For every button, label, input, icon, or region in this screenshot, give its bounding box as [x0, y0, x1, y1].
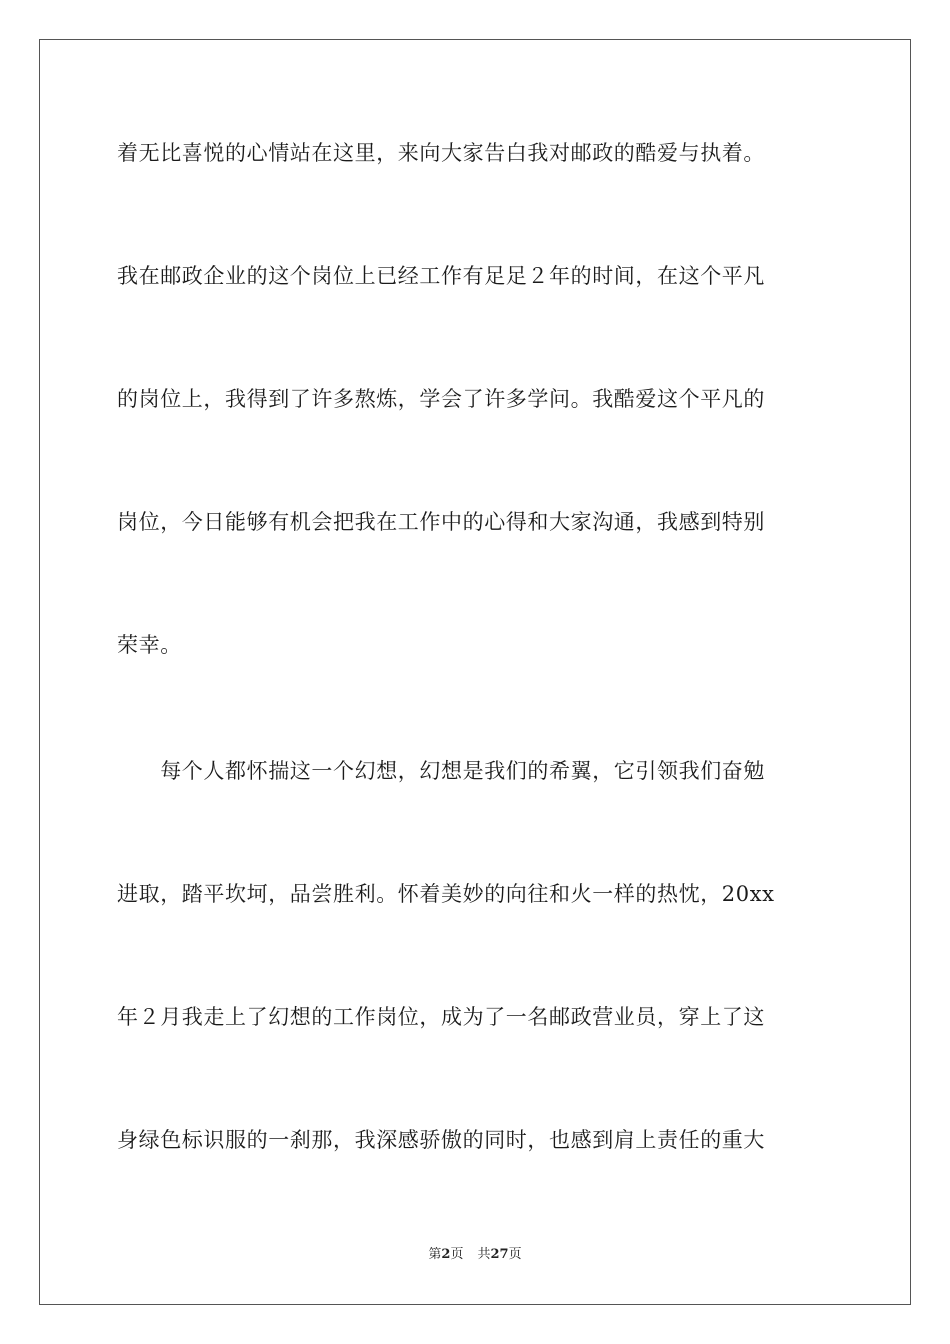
body-line-1: 着无比喜悦的心情站在这里，来向大家告白我对邮政的酷爱与执着。	[117, 141, 765, 165]
body-line-2: 我在邮政企业的这个岗位上已经工作有足足２年的时间，在这个平凡	[117, 264, 765, 288]
page-footer	[0, 1246, 950, 1264]
total-label-suffix: 页	[508, 1247, 522, 1262]
body-line-6: 每个人都怀揣这一个幻想，幻想是我们的希翼，它引领我们奋勉	[117, 759, 765, 783]
body-line-8: 年２月我走上了幻想的工作岗位，成为了一名邮政营业员，穿上了这	[117, 1005, 765, 1029]
page-label-suffix: 页	[450, 1247, 464, 1262]
body-line-9: 身绿色标识服的一刹那，我深感骄傲的同时，也感到肩上责任的重大	[117, 1128, 765, 1152]
total-label-prefix: 共	[477, 1247, 491, 1262]
page-border	[39, 39, 911, 1305]
body-line-5: 荣幸。	[117, 633, 182, 657]
body-line-4: 岗位，今日能够有机会把我在工作中的心得和大家沟通，我感到特别	[117, 510, 765, 534]
page-number: 2	[441, 1247, 451, 1262]
page-label-prefix: 第	[428, 1247, 442, 1262]
body-line-7: 进取，踏平坎坷，品尝胜利。怀着美妙的向往和火一样的热忱，20xx	[117, 882, 775, 906]
total-pages: 27	[490, 1247, 509, 1262]
body-line-3: 的岗位上，我得到了许多熬炼，学会了许多学问。我酷爱这个平凡的	[117, 387, 765, 411]
